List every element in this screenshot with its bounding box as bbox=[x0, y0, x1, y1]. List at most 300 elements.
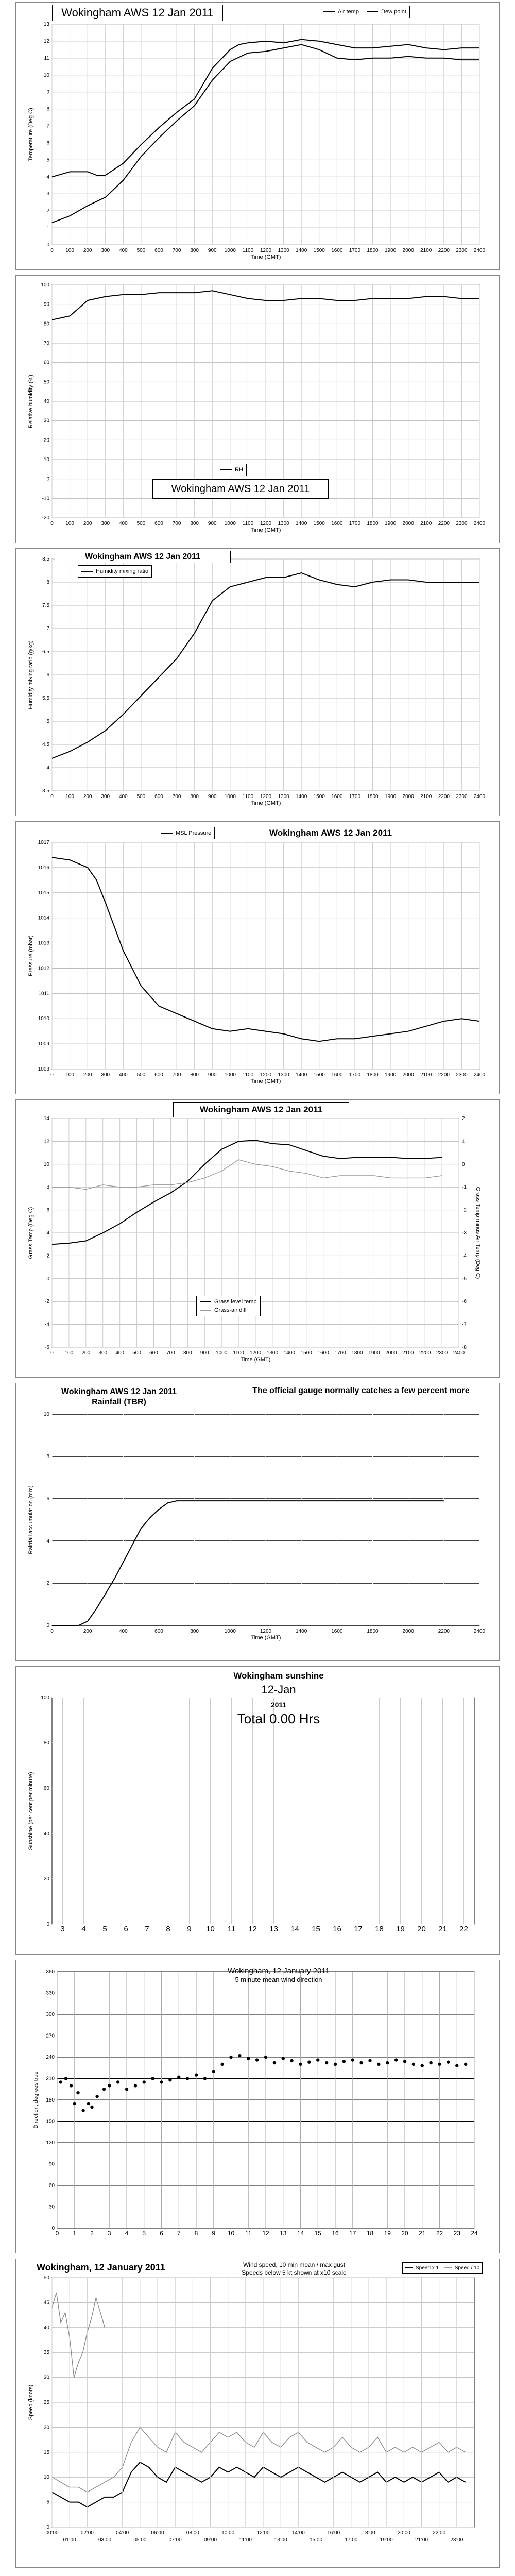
x-tick-label: 2 bbox=[90, 2230, 94, 2237]
x-tick-label: 600 bbox=[154, 1072, 163, 1078]
y-tick-label: 6 bbox=[46, 672, 49, 678]
wind-direction-point bbox=[238, 2054, 241, 2057]
x-tick-label: 2000 bbox=[402, 521, 414, 527]
x-tick-label: 1200 bbox=[260, 1072, 272, 1078]
wind-direction-point bbox=[247, 2057, 250, 2060]
y-right-tick-label: -8 bbox=[462, 1345, 467, 1350]
y-tick-label: 7 bbox=[46, 626, 49, 632]
y-tick-label: 6 bbox=[46, 1207, 49, 1213]
wind-direction-point bbox=[70, 2084, 73, 2087]
wind-direction-point bbox=[282, 2057, 285, 2060]
x-tick-label: 1500 bbox=[313, 794, 325, 800]
x-tick-label: 24 bbox=[471, 2230, 478, 2237]
y-tick-label: 8 bbox=[46, 1184, 49, 1191]
y-tick-label: 45 bbox=[43, 2300, 49, 2306]
legend-rh: RH bbox=[235, 467, 243, 473]
wind-speed-legend bbox=[402, 2262, 483, 2274]
x-tick-label: 7 bbox=[145, 1925, 149, 1934]
temperature-panel bbox=[15, 2, 500, 270]
x-tick-label: 500 bbox=[136, 248, 146, 253]
x-tick-label: 200 bbox=[83, 521, 92, 527]
x-tick-label: 13 bbox=[269, 1925, 278, 1934]
x-tick-label: 600 bbox=[154, 1629, 163, 1634]
wind-direction-point bbox=[95, 2095, 98, 2098]
x-tick-label: 2000 bbox=[402, 794, 414, 800]
y-tick-label: 80 bbox=[43, 1740, 49, 1746]
x-tick-label: 1000 bbox=[224, 1629, 236, 1634]
x-tick-label: 08:00 bbox=[186, 2530, 199, 2536]
x-tick-label: 900 bbox=[208, 248, 217, 253]
rh-swatch bbox=[220, 469, 232, 470]
y-tick-label: 1017 bbox=[38, 840, 49, 845]
y-tick-label: 11 bbox=[44, 55, 49, 61]
y-tick-label: 1009 bbox=[38, 1041, 49, 1047]
x-tick-label: 10 bbox=[206, 1925, 215, 1934]
x-tick-label: 1900 bbox=[384, 248, 397, 253]
pressure-legend bbox=[158, 827, 215, 839]
wind-direction-point bbox=[264, 2056, 267, 2059]
x-tick-label: 0 bbox=[50, 1350, 54, 1356]
x-tick-label: 800 bbox=[190, 248, 199, 253]
x-tick-label: 4 bbox=[125, 2230, 129, 2237]
y-right-tick-label: -5 bbox=[462, 1276, 467, 1282]
y-tick-label: 240 bbox=[46, 2055, 55, 2060]
x-tick-label: 2300 bbox=[456, 1072, 468, 1078]
wind-direction-point bbox=[143, 2080, 146, 2083]
x-tick-label: 1300 bbox=[278, 794, 289, 800]
y-axis-label: Grass Temp (Deg C) bbox=[28, 1207, 34, 1259]
y-tick-label: 10 bbox=[43, 1161, 49, 1167]
y-axis-label: Temperature (Deg C) bbox=[28, 108, 34, 161]
x-tick-label: 1800 bbox=[367, 1629, 379, 1634]
y-tick-label: 1013 bbox=[38, 940, 49, 946]
y-tick-label: 270 bbox=[46, 2033, 55, 2039]
speed-div10-swatch bbox=[444, 2267, 452, 2268]
legend-dew-point: Dew point bbox=[381, 9, 406, 15]
x-axis-label: Time (GMT) bbox=[250, 1635, 281, 1641]
y-tick-label: 60 bbox=[48, 2183, 55, 2189]
x-tick-label: 1700 bbox=[334, 1350, 346, 1356]
x-tick-label: 0 bbox=[50, 794, 54, 800]
x-tick-label: 2400 bbox=[473, 248, 486, 253]
wind-speed-panel bbox=[15, 2259, 500, 2568]
y-tick-label: -2 bbox=[45, 1299, 49, 1305]
x-tick-label: 1000 bbox=[224, 1072, 236, 1078]
x-tick-label: 0 bbox=[55, 2230, 59, 2237]
x-tick-label: 2000 bbox=[402, 248, 414, 253]
wind-direction-point bbox=[377, 2063, 380, 2066]
x-axis-label: Time (GMT) bbox=[250, 527, 281, 533]
x-tick-label: 3 bbox=[107, 2230, 111, 2237]
y-tick-label: 8 bbox=[46, 1454, 49, 1460]
x-axis-label: Time (GMT) bbox=[250, 1078, 281, 1084]
y-tick-label: 50 bbox=[43, 379, 49, 385]
x-tick-label: 16 bbox=[333, 1925, 341, 1934]
wind-direction-point bbox=[160, 2080, 163, 2083]
x-tick-label: 22:00 bbox=[433, 2530, 446, 2536]
x-tick-label: 17 bbox=[354, 1925, 363, 1934]
wind-direction-point bbox=[64, 2077, 67, 2080]
x-tick-label: 1800 bbox=[367, 794, 379, 800]
wind-direction-point bbox=[76, 2091, 79, 2094]
x-tick-label: 1100 bbox=[242, 521, 254, 527]
wind-direction-point bbox=[386, 2061, 389, 2064]
y-tick-label: 7 bbox=[46, 123, 49, 129]
y-right-tick-label: 0 bbox=[462, 1161, 465, 1167]
y-tick-label: 0 bbox=[46, 242, 49, 248]
x-tick-label: 1 bbox=[73, 2230, 77, 2237]
y-tick-label: 40 bbox=[43, 2325, 49, 2331]
x-tick-label: 1600 bbox=[331, 521, 343, 527]
legend-grass-air-diff: Grass-air diff bbox=[214, 1307, 247, 1313]
x-tick-label: 2300 bbox=[456, 248, 468, 253]
y-tick-label: 180 bbox=[46, 2097, 55, 2103]
x-tick-label: 1100 bbox=[242, 248, 254, 253]
y-tick-label: 120 bbox=[46, 2140, 55, 2146]
pressure-chart bbox=[16, 822, 499, 1094]
wind-direction-point bbox=[290, 2059, 293, 2062]
x-tick-label: 1900 bbox=[368, 1350, 380, 1356]
x-tick-label: 1400 bbox=[296, 1072, 307, 1078]
x-tick-label: 05:00 bbox=[133, 2537, 147, 2543]
x-tick-label: 1400 bbox=[296, 794, 307, 800]
x-tick-label: 500 bbox=[136, 1072, 146, 1078]
x-tick-label: 1500 bbox=[313, 1072, 325, 1078]
x-tick-label: 16:00 bbox=[327, 2530, 340, 2536]
x-tick-label: 9 bbox=[187, 1925, 192, 1934]
y-tick-label: 300 bbox=[46, 2012, 55, 2018]
x-tick-label: 3 bbox=[60, 1925, 65, 1934]
wind-speed-subtitle: Wind speed, 10 min mean / max gust bbox=[243, 2261, 346, 2268]
y-tick-label: 0 bbox=[46, 2524, 49, 2530]
y-tick-label: 35 bbox=[43, 2350, 49, 2356]
x-tick-label: 1500 bbox=[300, 1350, 312, 1356]
x-tick-label: 1600 bbox=[331, 1629, 343, 1634]
wind-direction-point bbox=[87, 2102, 90, 2105]
wind-direction-point bbox=[429, 2061, 432, 2064]
x-tick-label: 100 bbox=[64, 1350, 74, 1356]
grass-temp-panel bbox=[15, 1099, 500, 1378]
y-tick-label: 1010 bbox=[38, 1016, 49, 1022]
x-axis-label: Time (GMT) bbox=[250, 254, 281, 260]
y-tick-label: 20 bbox=[43, 2425, 49, 2431]
x-tick-label: 200 bbox=[81, 1350, 91, 1356]
x-tick-label: 100 bbox=[65, 794, 74, 800]
x-tick-label: 2300 bbox=[436, 1350, 448, 1356]
x-tick-label: 0 bbox=[50, 1072, 54, 1078]
y-right-tick-label: 1 bbox=[462, 1139, 465, 1145]
air-temp-swatch bbox=[323, 11, 335, 12]
x-tick-label: 18:00 bbox=[362, 2530, 375, 2536]
x-tick-label: 2100 bbox=[420, 794, 432, 800]
y-tick-label: 1008 bbox=[38, 1066, 49, 1072]
y-right-tick-label: -4 bbox=[462, 1253, 467, 1259]
x-tick-label: 700 bbox=[172, 794, 181, 800]
x-tick-label: 1000 bbox=[224, 794, 236, 800]
x-tick-label: 600 bbox=[154, 521, 163, 527]
x-tick-label: 09:00 bbox=[203, 2537, 217, 2543]
x-tick-label: 12:00 bbox=[256, 2530, 270, 2536]
x-tick-label: 400 bbox=[118, 794, 128, 800]
x-tick-label: 9 bbox=[212, 2230, 216, 2237]
x-tick-label: 1300 bbox=[278, 1072, 289, 1078]
y-tick-label: 100 bbox=[41, 1695, 49, 1701]
y-tick-label: 1014 bbox=[38, 915, 49, 921]
x-tick-label: 900 bbox=[208, 794, 217, 800]
y-tick-label: 2 bbox=[46, 1581, 49, 1586]
wind-speed-subtitle-2: Speeds below 5 kt shown at x10 scale bbox=[242, 2269, 347, 2276]
x-tick-label: 1900 bbox=[384, 521, 397, 527]
x-tick-label: 17 bbox=[349, 2230, 356, 2237]
x-tick-label: 1200 bbox=[249, 1350, 262, 1356]
wind-direction-panel bbox=[15, 1960, 500, 2253]
x-tick-label: 800 bbox=[190, 521, 199, 527]
x-tick-label: 02:00 bbox=[80, 2530, 94, 2536]
y-tick-label: 7.5 bbox=[42, 603, 49, 608]
x-tick-label: 1800 bbox=[367, 248, 379, 253]
x-tick-label: 07:00 bbox=[168, 2537, 182, 2543]
x-tick-label: 1600 bbox=[331, 794, 343, 800]
y-tick-label: 10 bbox=[43, 457, 49, 463]
y-tick-label: 70 bbox=[43, 341, 49, 346]
wind-direction-point bbox=[116, 2080, 119, 2083]
y-tick-label: 30 bbox=[43, 418, 49, 424]
y-tick-label: 8 bbox=[46, 106, 49, 112]
y-tick-label: 10 bbox=[43, 2475, 49, 2481]
x-tick-label: 400 bbox=[115, 1350, 125, 1356]
y-tick-label: -20 bbox=[42, 515, 49, 521]
legend-speed-div10: Speed / 10 bbox=[454, 2265, 480, 2271]
y-tick-label: 6 bbox=[46, 140, 49, 146]
y-tick-label: 13 bbox=[43, 22, 49, 27]
x-tick-label: 22 bbox=[459, 1925, 468, 1934]
x-tick-label: 2300 bbox=[456, 521, 468, 527]
x-tick-label: 2400 bbox=[473, 1629, 486, 1634]
y-tick-label: 60 bbox=[43, 360, 49, 366]
x-tick-label: 2200 bbox=[419, 1350, 431, 1356]
y-axis-label: Rainfall accumulation (mm) bbox=[28, 1485, 34, 1554]
y-tick-label: 12 bbox=[43, 1139, 49, 1145]
x-tick-label: 900 bbox=[208, 1072, 217, 1078]
x-tick-label: 200 bbox=[83, 794, 92, 800]
x-tick-label: 21 bbox=[438, 1925, 447, 1934]
y-tick-label: 12 bbox=[43, 38, 49, 44]
x-tick-label: 1200 bbox=[260, 248, 272, 253]
y-tick-label: 2 bbox=[46, 1253, 49, 1259]
x-tick-label: 19 bbox=[384, 2230, 391, 2237]
x-tick-label: 1900 bbox=[384, 1072, 397, 1078]
x-tick-label: 8 bbox=[194, 2230, 198, 2237]
wind-direction-point bbox=[438, 2063, 441, 2066]
y-tick-label: 1015 bbox=[38, 890, 49, 896]
wind-speed-title: Wokingham, 12 January 2011 bbox=[37, 2262, 165, 2273]
y-tick-label: 4 bbox=[46, 1538, 49, 1544]
plot-area bbox=[52, 1698, 474, 1924]
wind-speed-chart bbox=[16, 2259, 499, 2567]
x-tick-label: 2100 bbox=[420, 1072, 432, 1078]
y-right-tick-label: -3 bbox=[462, 1230, 467, 1236]
y-axis-label: Relative humidity (%) bbox=[28, 375, 34, 428]
wind-direction-point bbox=[134, 2084, 137, 2087]
x-tick-label: 800 bbox=[190, 794, 199, 800]
x-tick-label: 11 bbox=[245, 2230, 252, 2237]
wind-direction-point bbox=[421, 2064, 424, 2067]
x-tick-label: 200 bbox=[83, 1072, 92, 1078]
y-tick-label: 14 bbox=[43, 1116, 49, 1122]
y-axis-label: Direction, degrees true bbox=[33, 2071, 39, 2129]
wind-direction-point bbox=[59, 2080, 62, 2083]
wind-direction-point bbox=[359, 2061, 363, 2064]
x-tick-label: 01:00 bbox=[63, 2537, 76, 2543]
x-tick-label: 1000 bbox=[216, 1350, 228, 1356]
x-tick-label: 7 bbox=[177, 2230, 181, 2237]
grass-level-swatch bbox=[200, 1301, 211, 1302]
y-tick-label: 20 bbox=[43, 437, 49, 444]
x-tick-label: 2200 bbox=[438, 248, 450, 253]
x-tick-label: 1600 bbox=[331, 248, 343, 253]
wind-direction-point bbox=[273, 2061, 276, 2064]
y-tick-label: 25 bbox=[43, 2400, 49, 2405]
x-tick-label: 15 bbox=[314, 2230, 321, 2237]
x-tick-label: 200 bbox=[83, 248, 92, 253]
x-tick-label: 900 bbox=[200, 1350, 209, 1356]
x-tick-label: 13:00 bbox=[274, 2537, 287, 2543]
x-axis-label: Time (GMT) bbox=[250, 800, 281, 806]
wind-direction-point bbox=[412, 2063, 415, 2066]
y-tick-label: 8 bbox=[46, 580, 49, 585]
x-tick-label: 500 bbox=[136, 794, 146, 800]
humidity-title: Wokingham AWS 12 Jan 2011 bbox=[152, 479, 329, 499]
sunshine-total: Total 0.00 Hrs bbox=[237, 1711, 320, 1726]
x-tick-label: 1400 bbox=[296, 521, 307, 527]
y-tick-label: 10 bbox=[43, 72, 49, 78]
mixing-ratio-panel bbox=[15, 548, 500, 816]
x-tick-label: 1500 bbox=[313, 521, 325, 527]
wind-direction-point bbox=[455, 2064, 458, 2067]
x-tick-label: 16 bbox=[332, 2230, 339, 2237]
wind-direction-point bbox=[403, 2060, 406, 2063]
x-tick-label: 300 bbox=[101, 794, 110, 800]
x-tick-label: 400 bbox=[118, 248, 128, 253]
temperature-chart bbox=[16, 3, 499, 269]
x-tick-label: 6 bbox=[160, 2230, 163, 2237]
x-tick-label: 600 bbox=[149, 1350, 158, 1356]
y-tick-label: 9 bbox=[46, 89, 49, 95]
y-tick-label: 90 bbox=[48, 2161, 55, 2167]
x-tick-label: 15 bbox=[312, 1925, 320, 1934]
x-tick-label: 1700 bbox=[349, 794, 361, 800]
x-tick-label: 19 bbox=[396, 1925, 405, 1934]
y-tick-label: 0 bbox=[46, 1276, 49, 1282]
y-tick-label: 15 bbox=[43, 2449, 49, 2455]
y-tick-label: 5.5 bbox=[42, 696, 49, 701]
x-tick-label: 1100 bbox=[242, 1072, 254, 1078]
x-tick-label: 700 bbox=[166, 1350, 175, 1356]
x-tick-label: 100 bbox=[65, 248, 74, 253]
grass-temp-title: Wokingham AWS 12 Jan 2011 bbox=[173, 1102, 349, 1117]
y-tick-label: 6.5 bbox=[42, 649, 49, 655]
wind-direction-point bbox=[316, 2058, 319, 2061]
x-tick-label: 2200 bbox=[438, 521, 450, 527]
x-tick-label: 1000 bbox=[224, 248, 236, 253]
x-tick-label: 1300 bbox=[278, 521, 289, 527]
y-tick-label: 0 bbox=[46, 476, 49, 482]
x-tick-label: 4 bbox=[81, 1925, 86, 1934]
y-tick-label: 3 bbox=[46, 191, 49, 197]
x-tick-label: 2300 bbox=[456, 794, 468, 800]
y-tick-label: 0 bbox=[46, 1623, 49, 1629]
x-tick-label: 800 bbox=[190, 1629, 199, 1634]
x-tick-label: 0 bbox=[50, 521, 54, 527]
y-tick-label: 5 bbox=[46, 2499, 49, 2505]
grass-temp-chart bbox=[16, 1100, 499, 1377]
y-tick-label: 90 bbox=[43, 301, 49, 308]
x-tick-label: 03:00 bbox=[98, 2537, 112, 2543]
wind-direction-point bbox=[195, 2073, 198, 2076]
wind-direction-point bbox=[168, 2078, 171, 2081]
x-tick-label: 1600 bbox=[331, 1072, 343, 1078]
speed-x1-swatch bbox=[405, 2267, 413, 2268]
x-tick-label: 2000 bbox=[385, 1350, 397, 1356]
legend-grass-level: Grass level temp bbox=[214, 1299, 257, 1305]
x-tick-label: 1200 bbox=[260, 794, 272, 800]
mixing-ratio-title: Wokingham AWS 12 Jan 2011 bbox=[55, 551, 231, 563]
wind-direction-point bbox=[334, 2063, 337, 2066]
y-tick-label: 4 bbox=[46, 765, 49, 771]
y-right-tick-label: -1 bbox=[462, 1184, 467, 1191]
x-tick-label: 06:00 bbox=[151, 2530, 164, 2536]
x-tick-label: 500 bbox=[136, 521, 146, 527]
temperature-title: Wokingham AWS 12 Jan 2011 bbox=[52, 5, 223, 21]
x-tick-label: 20:00 bbox=[397, 2530, 410, 2536]
wind-direction-point bbox=[325, 2061, 328, 2064]
x-tick-label: 2200 bbox=[438, 1072, 450, 1078]
rainfall-chart bbox=[16, 1383, 499, 1660]
y-axis-label: Pressure (mbar) bbox=[28, 935, 34, 976]
sunshine-chart bbox=[16, 1667, 499, 1954]
x-tick-label: 11 bbox=[227, 1925, 236, 1934]
y-tick-label: 8.5 bbox=[42, 556, 49, 562]
wind-direction-point bbox=[307, 2060, 311, 2063]
x-tick-label: 1000 bbox=[224, 521, 236, 527]
x-tick-label: 800 bbox=[183, 1350, 192, 1356]
y-tick-label: 1016 bbox=[38, 865, 49, 871]
x-tick-label: 700 bbox=[172, 521, 181, 527]
y-tick-label: 1011 bbox=[38, 991, 49, 997]
rainfall-subtitle: Rainfall (TBR) bbox=[92, 1398, 146, 1406]
x-tick-label: 2100 bbox=[420, 521, 432, 527]
wind-direction-point bbox=[464, 2063, 467, 2066]
sunshine-date: 12-Jan bbox=[261, 1683, 296, 1696]
x-tick-label: 2200 bbox=[438, 1629, 450, 1634]
x-tick-label: 21 bbox=[419, 2230, 426, 2237]
temperature-legend bbox=[320, 6, 410, 18]
y-tick-label: 3.5 bbox=[42, 788, 49, 794]
wind-direction-point bbox=[108, 2084, 111, 2087]
wind-direction-point bbox=[447, 2060, 450, 2063]
y-tick-label: 2 bbox=[46, 208, 49, 214]
wind-direction-point bbox=[102, 2088, 106, 2091]
x-tick-label: 1700 bbox=[349, 248, 361, 253]
x-tick-label: 700 bbox=[172, 248, 181, 253]
y-tick-label: 150 bbox=[46, 2119, 55, 2125]
wind-direction-point bbox=[90, 2106, 93, 2109]
wind-direction-point bbox=[186, 2077, 189, 2080]
x-tick-label: 22 bbox=[436, 2230, 443, 2237]
wind-direction-point bbox=[125, 2088, 128, 2091]
x-tick-label: 21:00 bbox=[415, 2537, 428, 2543]
x-tick-label: 2400 bbox=[473, 1072, 486, 1078]
